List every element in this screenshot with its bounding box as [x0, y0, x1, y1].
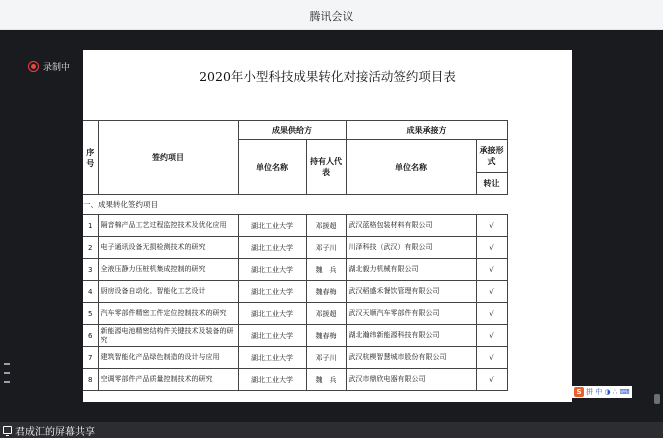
row-receiver: 湖北毅力机械有限公司: [346, 259, 476, 281]
header-form-label: 承接形式: [479, 146, 504, 166]
row-supplier: 湖北工业大学: [238, 325, 306, 347]
header-holder: [306, 140, 346, 195]
table-row: [83, 369, 507, 391]
row-supplier: 湖北工业大学: [238, 237, 306, 259]
title-bar: [0, 0, 663, 30]
row-transfer-mark: √: [476, 237, 507, 259]
input-method-tray[interactable]: [572, 386, 632, 398]
row-transfer-mark: √: [476, 325, 507, 347]
row-number: 1: [83, 215, 98, 237]
table-row: [83, 237, 507, 259]
row-holder: 邓援超: [306, 215, 346, 237]
row-supplier: 湖北工业大学: [238, 369, 306, 391]
row-number: 7: [83, 347, 98, 369]
row-number: 6: [83, 325, 98, 347]
row-number: 3: [83, 259, 98, 281]
row-transfer-mark: √: [476, 215, 507, 237]
header-supplier-unit: 单位名称: [238, 140, 306, 195]
row-project: 汽车零部件精密工件定位控制技术的研究: [98, 303, 238, 325]
row-holder: 魏 兵: [306, 369, 346, 391]
bottom-bar: [0, 422, 663, 438]
row-holder: 邓援超: [306, 303, 346, 325]
header-receiver: 成果承接方: [346, 121, 507, 140]
header-receiver-unit: 单位名称: [346, 140, 476, 195]
recording-label: 录制中: [43, 62, 71, 73]
row-holder: 邓子川: [306, 347, 346, 369]
header-form: [476, 140, 507, 173]
side-panel-handle[interactable]: [4, 363, 14, 383]
row-supplier: 湖北工业大学: [238, 347, 306, 369]
row-receiver: 川泽科技（武汉）有限公司: [346, 237, 476, 259]
row-receiver: 武汉杭楔智慧城市股份有限公司: [346, 347, 476, 369]
screen-share-tag[interactable]: [0, 422, 95, 438]
row-supplier: 湖北工业大学: [238, 215, 306, 237]
row-receiver: 湖北瀚纬新能源科技有限公司: [346, 325, 476, 347]
header-transfer: 转让: [476, 173, 507, 195]
row-supplier: 湖北工业大学: [238, 259, 306, 281]
row-project: 建筑智能化产品绿色制造的设计与应用: [98, 347, 238, 369]
record-icon: [28, 61, 39, 72]
row-transfer-mark: √: [476, 303, 507, 325]
table-row: [83, 325, 507, 347]
table-row: [83, 347, 507, 369]
tray-status-icons: 拼 中 ◑ ∴ ⌨: [586, 388, 630, 396]
row-transfer-mark: √: [476, 347, 507, 369]
row-project: 空调零部件产品质量控制技术的研究: [98, 369, 238, 391]
row-supplier: 湖北工业大学: [238, 281, 306, 303]
header-seq: [83, 121, 98, 195]
row-holder: 魏春梅: [306, 281, 346, 303]
handle-line: [4, 372, 10, 374]
section-heading: 一、成果转化签约项目: [83, 195, 507, 215]
row-holder: 魏 兵: [306, 259, 346, 281]
row-supplier: 湖北工业大学: [238, 303, 306, 325]
row-holder: 邓子川: [306, 237, 346, 259]
row-project: 厨房设备自动化、智能化工艺设计: [98, 281, 238, 303]
handle-line: [4, 381, 10, 383]
row-receiver: 武汉蓝格包装材料有限公司: [346, 215, 476, 237]
header-supplier: 成果供给方: [238, 121, 346, 140]
row-holder: 魏春梅: [306, 325, 346, 347]
app-title: 腾讯会议: [309, 10, 354, 23]
table-row: [83, 259, 507, 281]
table-row: [83, 215, 507, 237]
row-receiver: 武汉市鼎欣电器有限公司: [346, 369, 476, 391]
document-title: 2020年小型科技成果转化对接活动签约项目表: [199, 69, 456, 84]
header-seq-label: 序号: [86, 147, 95, 168]
signing-table: [83, 120, 508, 391]
row-project: 新能源电池精密结构件关键技术及装备的研究: [98, 325, 238, 347]
table-body: [83, 215, 507, 391]
row-transfer-mark: √: [476, 369, 507, 391]
scroll-handle[interactable]: [654, 394, 660, 404]
row-number: 4: [83, 281, 98, 303]
row-project: 隔音棉产品工艺过程监控技术及优化应用: [98, 215, 238, 237]
row-transfer-mark: √: [476, 281, 507, 303]
screen-share-label: 君成汇的屏幕共享: [15, 426, 95, 438]
table-row: [83, 303, 507, 325]
row-receiver: 武汉稻盛禾餐饮管理有限公司: [346, 281, 476, 303]
row-project: 电子通讯设备无损检测技术的研究: [98, 237, 238, 259]
header-project: 签约项目: [98, 121, 238, 195]
row-project: 全液压静力压桩机集成控制的研究: [98, 259, 238, 281]
handle-line: [4, 363, 10, 365]
sogou-icon: S: [574, 387, 584, 397]
screen-share-icon: [3, 426, 12, 434]
recording-indicator[interactable]: [28, 58, 70, 74]
row-receiver: 武汉天顺汽车零部件有限公司: [346, 303, 476, 325]
header-holder-label: 持有人代表: [310, 157, 342, 177]
row-number: 2: [83, 237, 98, 259]
row-number: 5: [83, 303, 98, 325]
row-transfer-mark: √: [476, 259, 507, 281]
table-row: [83, 281, 507, 303]
row-number: 8: [83, 369, 98, 391]
shared-document: [83, 50, 572, 402]
